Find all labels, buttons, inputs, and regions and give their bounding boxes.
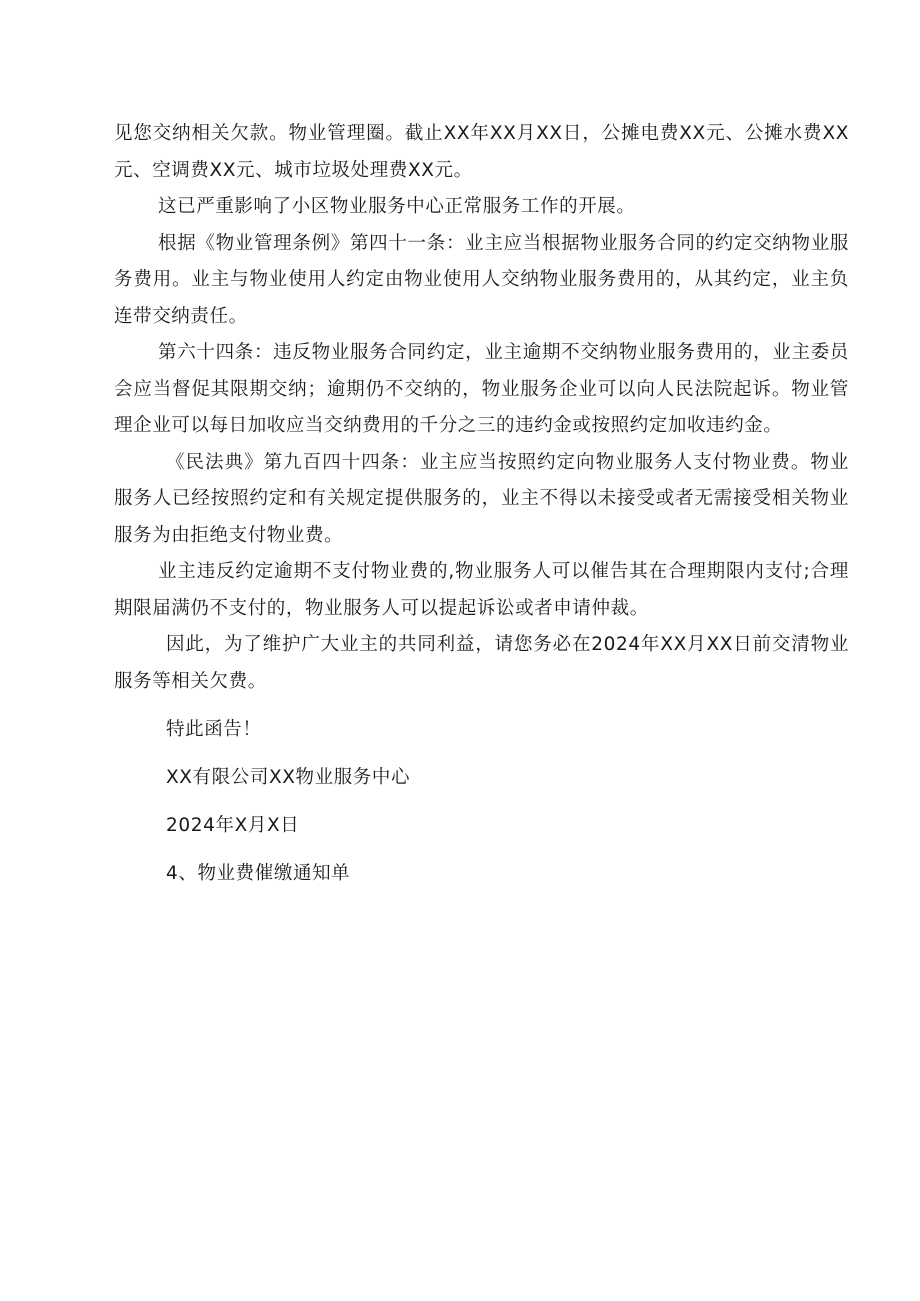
paragraph-arrears-amounts: 见您交纳相关欠款。物业管理圈。截止XX年XX月XX日，公摊电费XX元、公摊水费XX元、空调费XX元、城市垃圾处理费XX元。 [114, 123, 849, 181]
paragraph-article-64: 第六十四条：违反物业服务合同约定，业主逾期不交纳物业服务费用的，业主委员会应当督促其限期交纳；逾期仍不交纳的，物业服务企业可以向人民法院起诉。物业管理企业可以每日加收应当交纳费用的千分之三的违约金或按照约定加收违约金。 [114, 342, 849, 436]
closing-remark: 特此函告！ [166, 719, 262, 740]
paragraph-impact: 这已严重影响了小区物业服务中心正常服务工作的开展。 [158, 196, 636, 217]
next-section-heading: 4、物业费催缴通知单 [166, 863, 351, 884]
signature-organization: XX有限公司XX物业服务中心 [166, 767, 411, 788]
paragraph-payment-request: 因此，为了维护广大业主的共同利益，请您务必在2024年XX月XX日前交清物业服务等相关欠费。 [114, 634, 849, 692]
document-body [114, 116, 849, 898]
paragraph-overdue-consequence: 业主违反约定逾期不支付物业费的,物业服务人可以催告其在合理期限内支付;合理期限届满仍不支付的，物业服务人可以提起诉讼或者申请仲裁。 [114, 561, 849, 619]
paragraph-civil-code-944: 《民法典》第九百四十四条：业主应当按照约定向物业服务人支付物业费。物业服务人已经按照约定和有关规定提供服务的，业主不得以未接受或者无需接受相关物业服务为由拒绝支付物业费。 [114, 451, 849, 546]
paragraph-regulation-article-41: 根据《物业管理条例》第四十一条：业主应当根据物业服务合同的约定交纳物业服务费用。业主与物业使用人约定由物业使用人交纳物业服务费用的，从其约定，业主负连带交纳责任。 [114, 232, 849, 327]
signature-date: 2024年X月X日 [166, 815, 300, 836]
